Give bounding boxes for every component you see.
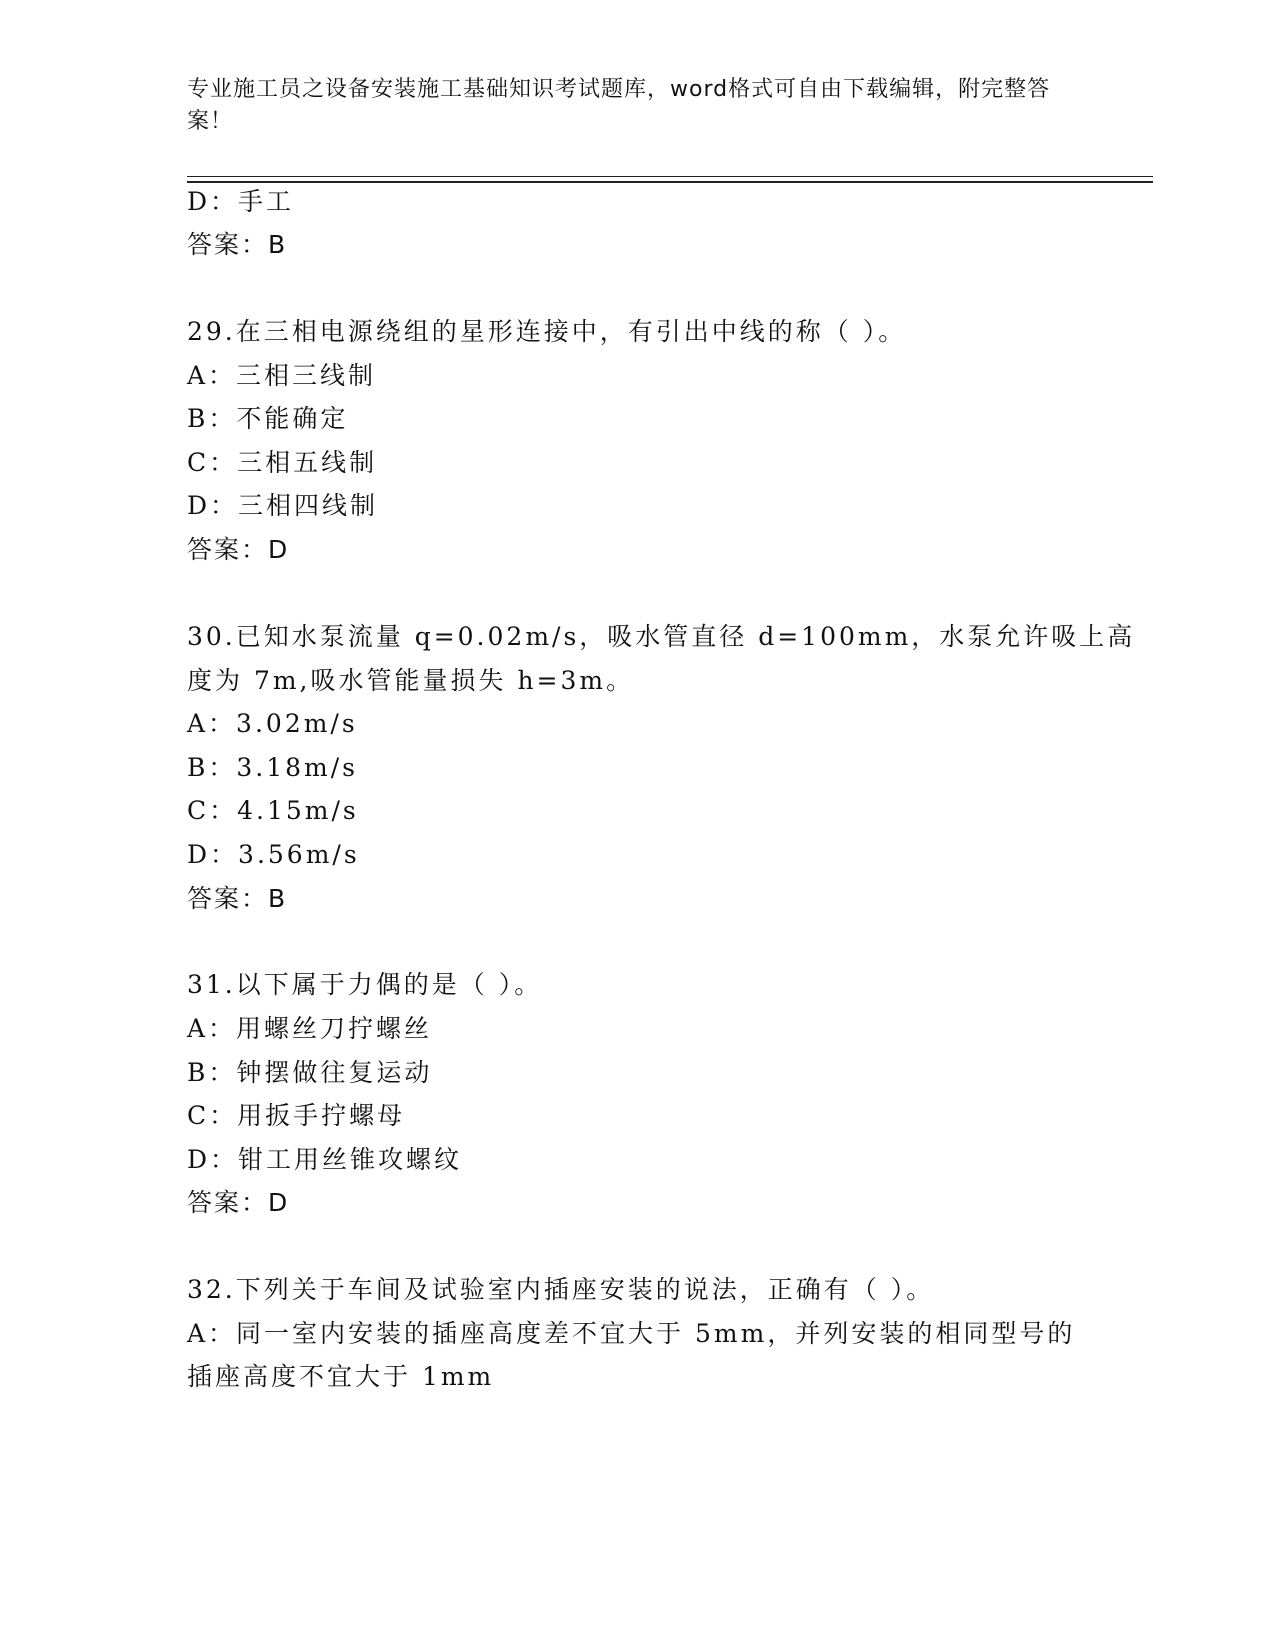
- option-line: A：3.02m/s: [187, 709, 358, 738]
- option-line: A：用螺丝刀拧螺丝: [187, 1014, 433, 1043]
- question-line: 度为 7m,吸水管能量损失 h=3m。: [187, 666, 635, 695]
- option-line: B：钟摆做往复运动: [187, 1058, 433, 1087]
- question-line: 29.在三相电源绕组的星形连接中，有引出中线的称（ ）。: [187, 317, 907, 346]
- header-rule-thick: [187, 181, 1153, 183]
- question-line: 31.以下属于力偶的是（ ）。: [187, 970, 543, 999]
- option-line: C：4.15m/s: [187, 796, 359, 825]
- option-line: 插座高度不宜大于 1mm: [187, 1362, 495, 1391]
- option-line: D：3.56m/s: [187, 840, 360, 869]
- option-line: B：不能确定: [187, 404, 349, 433]
- option-line: C：三相五线制: [187, 448, 378, 477]
- answer-line: 答案：D: [187, 1188, 290, 1217]
- document-header: 专业施工员之设备安装施工基础知识考试题库，word格式可自由下载编辑，附完整答案！: [187, 77, 1051, 134]
- header-rule-thin: [187, 176, 1153, 177]
- option-line: D：手工: [187, 187, 295, 216]
- answer-line: 答案：B: [187, 884, 288, 913]
- option-line: A：同一室内安装的插座高度差不宜大于 5mm，并列安装的相同型号的: [187, 1319, 1076, 1348]
- option-line: D：三相四线制: [187, 491, 379, 520]
- answer-line: 答案：D: [187, 535, 290, 564]
- option-line: A：三相三线制: [187, 361, 377, 390]
- question-line: 30.已知水泵流量 q=0.02m/s，吸水管直径 d=100mm，水泵允许吸上高: [187, 622, 1136, 651]
- option-line: B：3.18m/s: [187, 753, 358, 782]
- option-line: C：用扳手拧螺母: [187, 1101, 406, 1130]
- option-line: D：钳工用丝锥攻螺纹: [187, 1145, 463, 1174]
- question-line: 32.下列关于车间及试验室内插座安装的说法，正确有（ ）。: [187, 1275, 935, 1304]
- answer-line: 答案：B: [187, 230, 288, 259]
